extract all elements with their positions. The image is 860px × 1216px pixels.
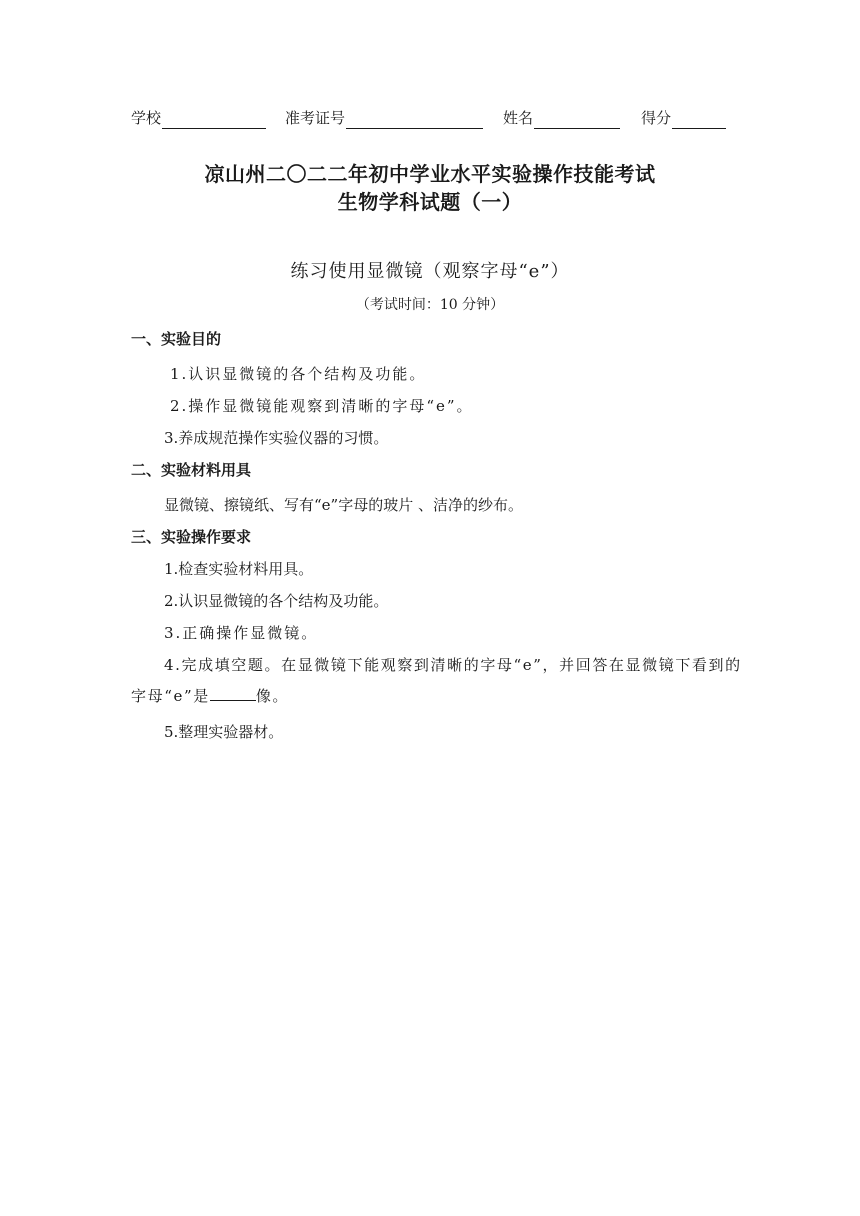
answer-blank[interactable] bbox=[210, 684, 256, 701]
section-heading-materials: 二、实验材料用具 bbox=[131, 461, 252, 479]
score-blank[interactable] bbox=[672, 110, 726, 129]
requirement-item: 5.整理实验器材。 bbox=[164, 723, 284, 741]
purpose-item: 1.认识显微镜的各个结构及功能。 bbox=[170, 365, 427, 383]
exam-title: 凉山州二〇二二年初中学业水平实验操作技能考试 bbox=[204, 162, 656, 186]
fill-in-question-text: 4.完成填空题。在显微镜下能观察到清晰的字母“e”，并回答在显微镜下看到的字母“e”是 bbox=[131, 656, 742, 705]
fill-in-question bbox=[131, 650, 743, 712]
purpose-item: 2.操作显微镜能观察到清晰的字母“e”。 bbox=[170, 397, 474, 415]
name-label: 姓名 bbox=[503, 109, 534, 127]
score-label: 得分 bbox=[641, 109, 672, 127]
exam-number-blank[interactable] bbox=[346, 110, 483, 129]
section-heading-requirements: 三、实验操作要求 bbox=[131, 528, 252, 546]
materials-item: 显微镜、擦镜纸、写有“e”字母的玻片 、洁净的纱布。 bbox=[164, 496, 523, 514]
name-blank[interactable] bbox=[534, 110, 620, 129]
experiment-title: 练习使用显微镜（观察字母“e”） bbox=[290, 261, 570, 282]
purpose-item: 3.养成规范操作实验仪器的习惯。 bbox=[164, 429, 389, 447]
requirement-item: 3.正确操作显微镜。 bbox=[164, 624, 319, 642]
exam-number-field bbox=[285, 107, 483, 129]
exam-duration: （考试时间：10 分钟） bbox=[355, 297, 505, 313]
exam-subject-title: 生物学科试题（一） bbox=[337, 190, 523, 214]
school-label: 学校 bbox=[131, 109, 162, 127]
name-field bbox=[503, 107, 620, 129]
fill-in-question-end: 像。 bbox=[255, 687, 290, 705]
section-heading-purpose: 一、实验目的 bbox=[131, 330, 222, 348]
requirement-item: 1.检查实验材料用具。 bbox=[164, 560, 314, 578]
school-field bbox=[131, 107, 266, 129]
requirement-item: 2.认识显微镜的各个结构及功能。 bbox=[164, 592, 389, 610]
school-blank[interactable] bbox=[162, 110, 266, 129]
score-field bbox=[641, 107, 726, 129]
exam-number-label: 准考证号 bbox=[285, 109, 346, 127]
